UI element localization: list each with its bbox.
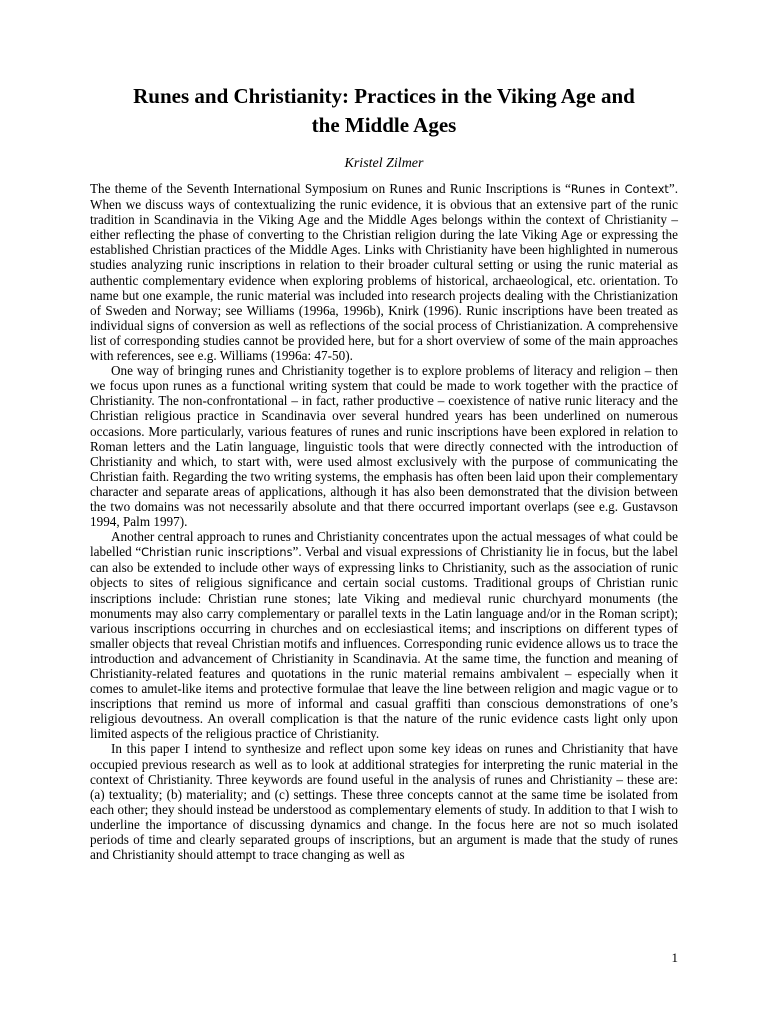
paper-page (90, 82, 678, 862)
paragraph-2: One way of bringing runes and Christianity together is to explore problems of literacy and religion – then we focus upon runes as a functional writing system that could be made to work together with the practice of Christianity. The non-confrontational – in fact, rather productive – coexistence of native runic literacy and the Christian religious practice in Scandinavia over several hundred years has been underlined on numerous occasions. More particularly, various features of runes and runic inscriptions have been explored in relation to Roman letters and the Latin language, linguistic tools that were directly connected with the introduction of Christianity and which, to start with, were used almost exclusively with the purpose of communicating the Christian faith. Regarding the two writing systems, the emphasis has often been laid upon their complementary character and separate areas of applications, although it has also been demonstrated that the division between the two domains was not necessarily absolute and that there occurred important overlaps (see e.g. Gustavson 1994, Palm 1997). (90, 363, 678, 530)
title-line-2: the Middle Ages (311, 113, 457, 137)
paper-title (90, 82, 678, 140)
paragraph-1-text-b: ”. When we discuss ways of contextualizing the runic evidence, it is obvious that an extensive part of the runic tradition in Scandinavia in the Viking Age and the Middle Ages belongs within the context of Christianity – either reflecting the phase of converting to the Christian religion during the late Viking Age or expressing the established Christian practices of the Middle Ages. Links with Christianity have been highlighted in numerous studies analyzing runic inscriptions in relation to their broader cultural setting or using the runic material as authentic complementary evidence when exploring problems of historical, archaeological, etc. orientation. To name but one example, the runic material was included into research projects dealing with the Christianization of Sweden and Norway; see Williams (1996a, 1996b), Knirk (1996). Runic inscriptions have been treated as individual signs of conversion as well as reflections of the social process of Christianization. A comprehensive list of corresponding studies cannot be provided here, but for a short overview of some of the main approaches with references, see e.g. Williams (1996a: 47-50). (90, 181, 678, 364)
paragraph-4: In this paper I intend to synthesize and reflect upon some key ideas on runes and Christianity that have occupied previous research as well as to look at additional strategies for interpreting the runic material in the context of Christianity. Three keywords are found useful in the analysis of runes and Christianity – these are: (a) textuality; (b) materiality; and (c) settings. These three concepts cannot at the same time be isolated from each other; they should instead be understood as complementary elements of study. In addition to that I wish to underline the importance of discussing dynamics and change. In the focus here are not so much isolated periods of time and clearly separated groups of inscriptions, but an argument is made that the study of runes and Christianity should attempt to trace changing as well as (90, 741, 678, 863)
symposium-theme-quote: Runes in Context (570, 183, 669, 196)
page-number: 1 (671, 950, 678, 965)
paragraph-1 (90, 181, 678, 363)
author-name: Kristel Zilmer (344, 156, 424, 171)
paragraph-3 (90, 529, 678, 741)
title-line-1: Runes and Christianity: Practices in the Viking Age and (133, 84, 635, 108)
paragraph-1-text-a: The theme of the Seventh International Symposium on Runes and Runic Inscriptions is “ (90, 181, 571, 196)
paragraph-3-text-a: Another central approach to runes and Christianity concentrates upon the actual messages of what could be labelled “ (90, 529, 678, 560)
paragraph-3-text-b: ”. Verbal and visual expressions of Christianity lie in focus, but the label can also be extended to include other ways of expressing links to Christianity, such as the association of runic objects to sites of religious significance and certain social customs. Traditional groups of Christian runic inscriptions include: Christian rune stones; late Viking and medieval runic churchyard monuments (the monuments may also carry complementary or parallel texts in the Latin language and/or in the Roman script); various inscriptions occurring in churches and on ecclesiastical items; and inscriptions on different types of smaller objects that reveal Christian motifs and influences. Corresponding runic evidence allows us to trace the introduction and advancement of Christianity in Scandinavia. At the same time, the function and meaning of Christianity-related features and quotations in the runic material remains ambivalent – especially when it comes to amulet-like items and protective formulae that leave the line between religion and magic vague or to inscriptions that remind us more of informal and casual graffiti than conscious demonstrations of one’s religious devoutness. An overall complication is that the nature of the runic evidence casts light only upon limited aspects of the religious practice of Christianity. (90, 544, 678, 742)
christian-runic-inscriptions-quote: Christian runic inscriptions (141, 546, 293, 560)
